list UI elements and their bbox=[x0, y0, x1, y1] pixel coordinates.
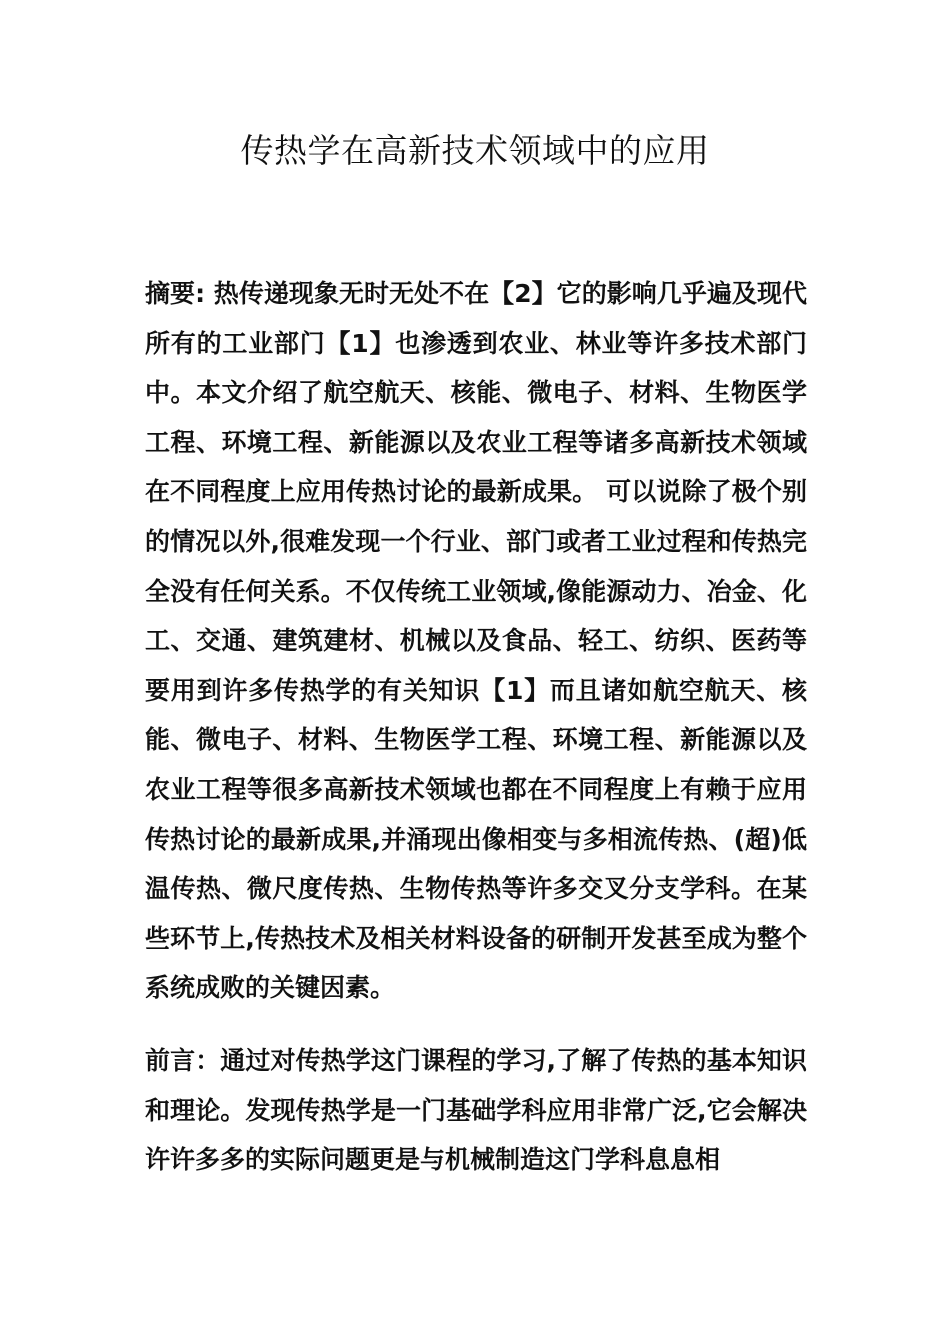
preface-paragraph: 前言：通过对传热学这门课程的学习,了解了传热的基本知识和理论。发现传热学是一门基础学科应用非常广泛,它会解决许许多多的实际问题更是与机械制造这门学科息息相 bbox=[145, 1046, 807, 1175]
abstract-paragraph: 摘要: 热传递现象无时无处不在【2】它的影响几乎遍及现代所有的工业部门【1】也渗透到农业、林业等许多技术部门中。本文介绍了航空航天、核能、微电子、材料、生物医学工程、环境工程、新能源以及农业工程等诸多高新技术领域在不同程度上应用传热讨论的最新成果。 可以说除了极个别的情况以外,很难发现一个行业、部门或者工业过程和传热完全没有任何关系。不仅传统工业领域,像能源动力、冶金、化工、交通、建筑建材、机械以及食品、轻工、纺织、医药等要用到许多传热学的有关知识【1】而且诸如航空航天、核能、微电子、材料、生物医学工程、环境工程、新能源以及农业工程等很多高新技术领域也都在不同程度上有赖于应用传热讨论的最新成果,并涌现出像相变与多相流传热、(超)低温传热、微尺度传热、生物传热等许多交叉分支学科。在某些环节上,传热技术及相关材料设备的研制开发甚至成为整个系统成败的关键因素。 bbox=[145, 279, 807, 1003]
document-title: 传热学在高新技术领域中的应用 bbox=[240, 131, 710, 170]
